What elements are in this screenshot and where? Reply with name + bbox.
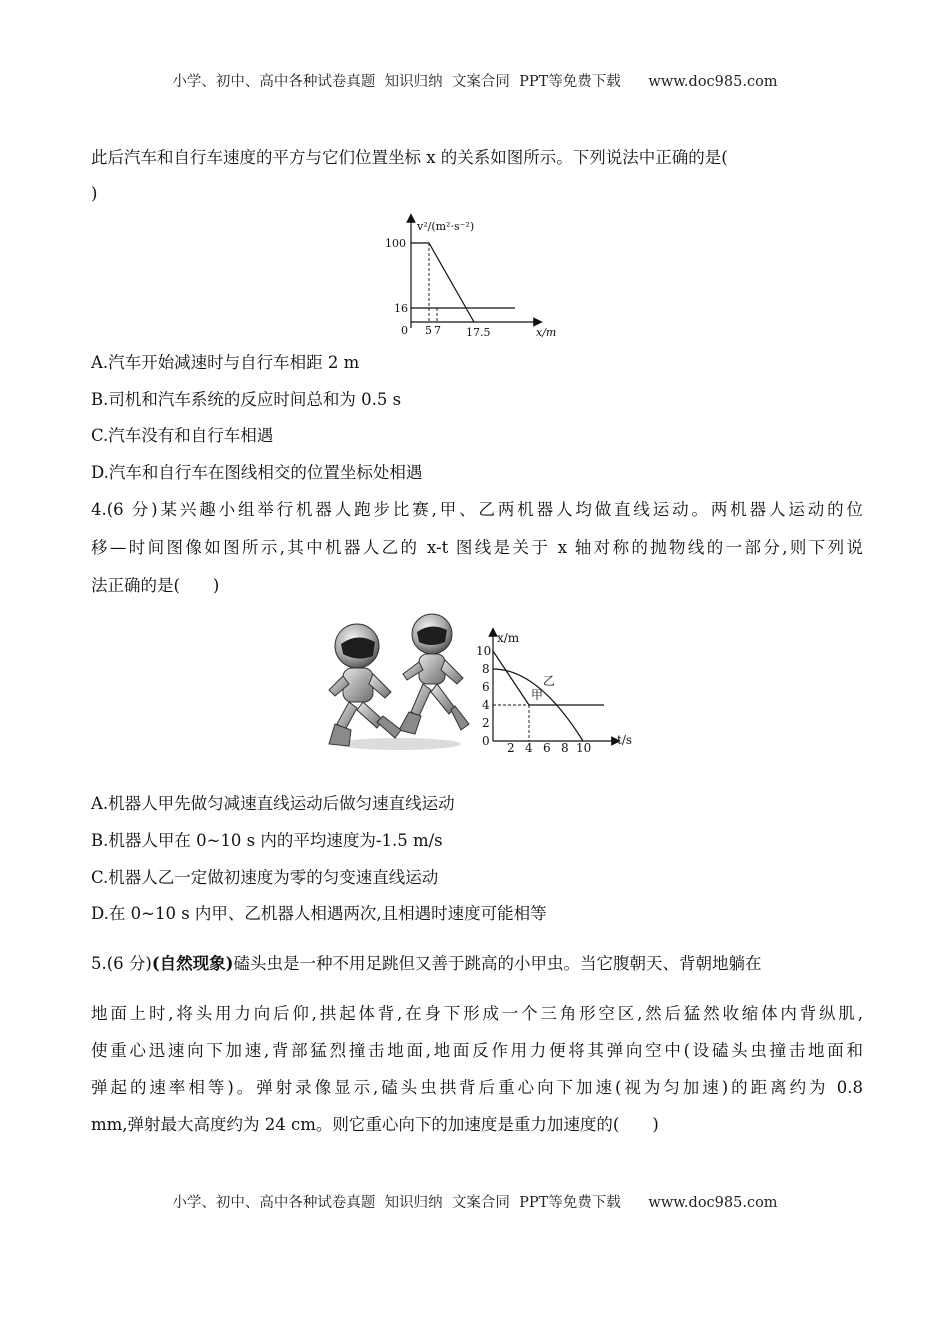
q3-car-line	[411, 243, 474, 322]
q3-xlabel: x/m	[536, 326, 557, 339]
q4-ytick-0: 0	[482, 734, 490, 748]
q5-line1-rest: 磕头虫是一种不用足跳但又善于跳高的小甲虫。当它腹朝天、背朝地躺在	[233, 954, 762, 973]
q4-option-b: B.机器人甲在 0~10 s 内的平均速度为-1.5 m/s	[91, 831, 443, 850]
robots-illustration	[327, 612, 473, 752]
q4-ylabel: x/m	[497, 631, 520, 645]
q4-xtick-2: 2	[507, 741, 515, 754]
q4-label-jia: 甲	[531, 688, 544, 702]
q4-ytick-6: 6	[482, 680, 490, 694]
q4-stem-line3: 法正确的是( )	[91, 576, 220, 595]
q5-stem-line3: 使重心迅速向下加速,背部猛烈撞击地面,地面反作用力便将其弹向空中(设磕头虫撞击地面和	[91, 1041, 863, 1060]
q3-xtick-7: 7	[434, 324, 441, 337]
q3-xtick-17-5: 17.5	[466, 326, 491, 339]
q5-stem-line1	[91, 953, 863, 975]
q5-prefix: 5.(6 分)	[91, 954, 152, 973]
q4-x-t-graph	[476, 628, 636, 754]
q4-stem-line2: 移—时间图像如图所示,其中机器人乙的 x-t 图线是关于 x 轴对称的抛物线的一部分,则下列说	[91, 538, 863, 557]
q3-stem-line1: 此后汽车和自行车速度的平方与它们位置坐标 x 的关系如图所示。下列说法中正确的是(	[91, 148, 728, 167]
q3-option-a: A.汽车开始减速时与自行车相距 2 m	[91, 353, 360, 372]
q3-ytick-16: 16	[394, 302, 408, 315]
q5-stem-line5: mm,弹射最大高度约为 24 cm。则它重心向下的加速度是重力加速度的( )	[91, 1115, 659, 1134]
q4-xtick-10: 10	[576, 741, 592, 754]
q4-ytick-4: 4	[482, 698, 490, 712]
q3-v2-x-graph	[370, 212, 570, 340]
q3-ytick-100: 100	[385, 237, 406, 250]
q4-xtick-4: 4	[525, 741, 533, 754]
q3-option-d: D.汽车和自行车在图线相交的位置坐标处相遇	[91, 463, 423, 482]
q4-ytick-8: 8	[482, 662, 490, 676]
q3-xtick-5: 5	[425, 324, 432, 337]
q4-ytick-10: 10	[476, 644, 492, 658]
q3-stem-line2: )	[91, 184, 98, 203]
q3-option-b: B.司机和汽车系统的反应时间总和为 0.5 s	[91, 390, 402, 409]
q3-ylabel: v²/(m²·s⁻²)	[417, 220, 475, 233]
q4-xtick-8: 8	[561, 741, 569, 754]
q4-ytick-2: 2	[482, 716, 490, 730]
q4-label-yi: 乙	[543, 674, 556, 688]
q5-stem-line2: 地面上时,将头用力向后仰,拱起体背,在身下形成一个三角形空区,然后猛然收缩体内背纵肌,	[91, 1004, 863, 1023]
robot-left	[329, 624, 401, 746]
q4-option-a: A.机器人甲先做匀减速直线运动后做匀速直线运动	[91, 794, 455, 813]
q4-xlabel: t/s	[617, 733, 633, 747]
robot-right	[399, 614, 469, 734]
q5-tag: (自然现象)	[151, 954, 234, 973]
q4-stem-line1: 4.(6 分)某兴趣小组举行机器人跑步比赛,甲、乙两机器人均做直线运动。两机器人运动的位	[91, 500, 863, 519]
page-header: 小学、初中、高中各种试卷真题 知识归纳 文案合同 PPT等免费下载 www.doc985.com	[172, 74, 778, 90]
q3-xtick-0: 0	[401, 324, 408, 337]
q3-option-c: C.汽车没有和自行车相遇	[91, 426, 274, 445]
q4-xtick-6: 6	[543, 741, 551, 754]
q5-stem-line4: 弹起的速率相等)。弹射录像显示,磕头虫拱背后重心向下加速(视为匀加速)的距离约为 0.8	[91, 1078, 863, 1097]
page-footer: 小学、初中、高中各种试卷真题 知识归纳 文案合同 PPT等免费下载 www.doc985.com	[172, 1195, 778, 1211]
q4-option-d: D.在 0~10 s 内甲、乙机器人相遇两次,且相遇时速度可能相等	[91, 904, 547, 923]
q4-option-c: C.机器人乙一定做初速度为零的匀变速直线运动	[91, 868, 439, 887]
